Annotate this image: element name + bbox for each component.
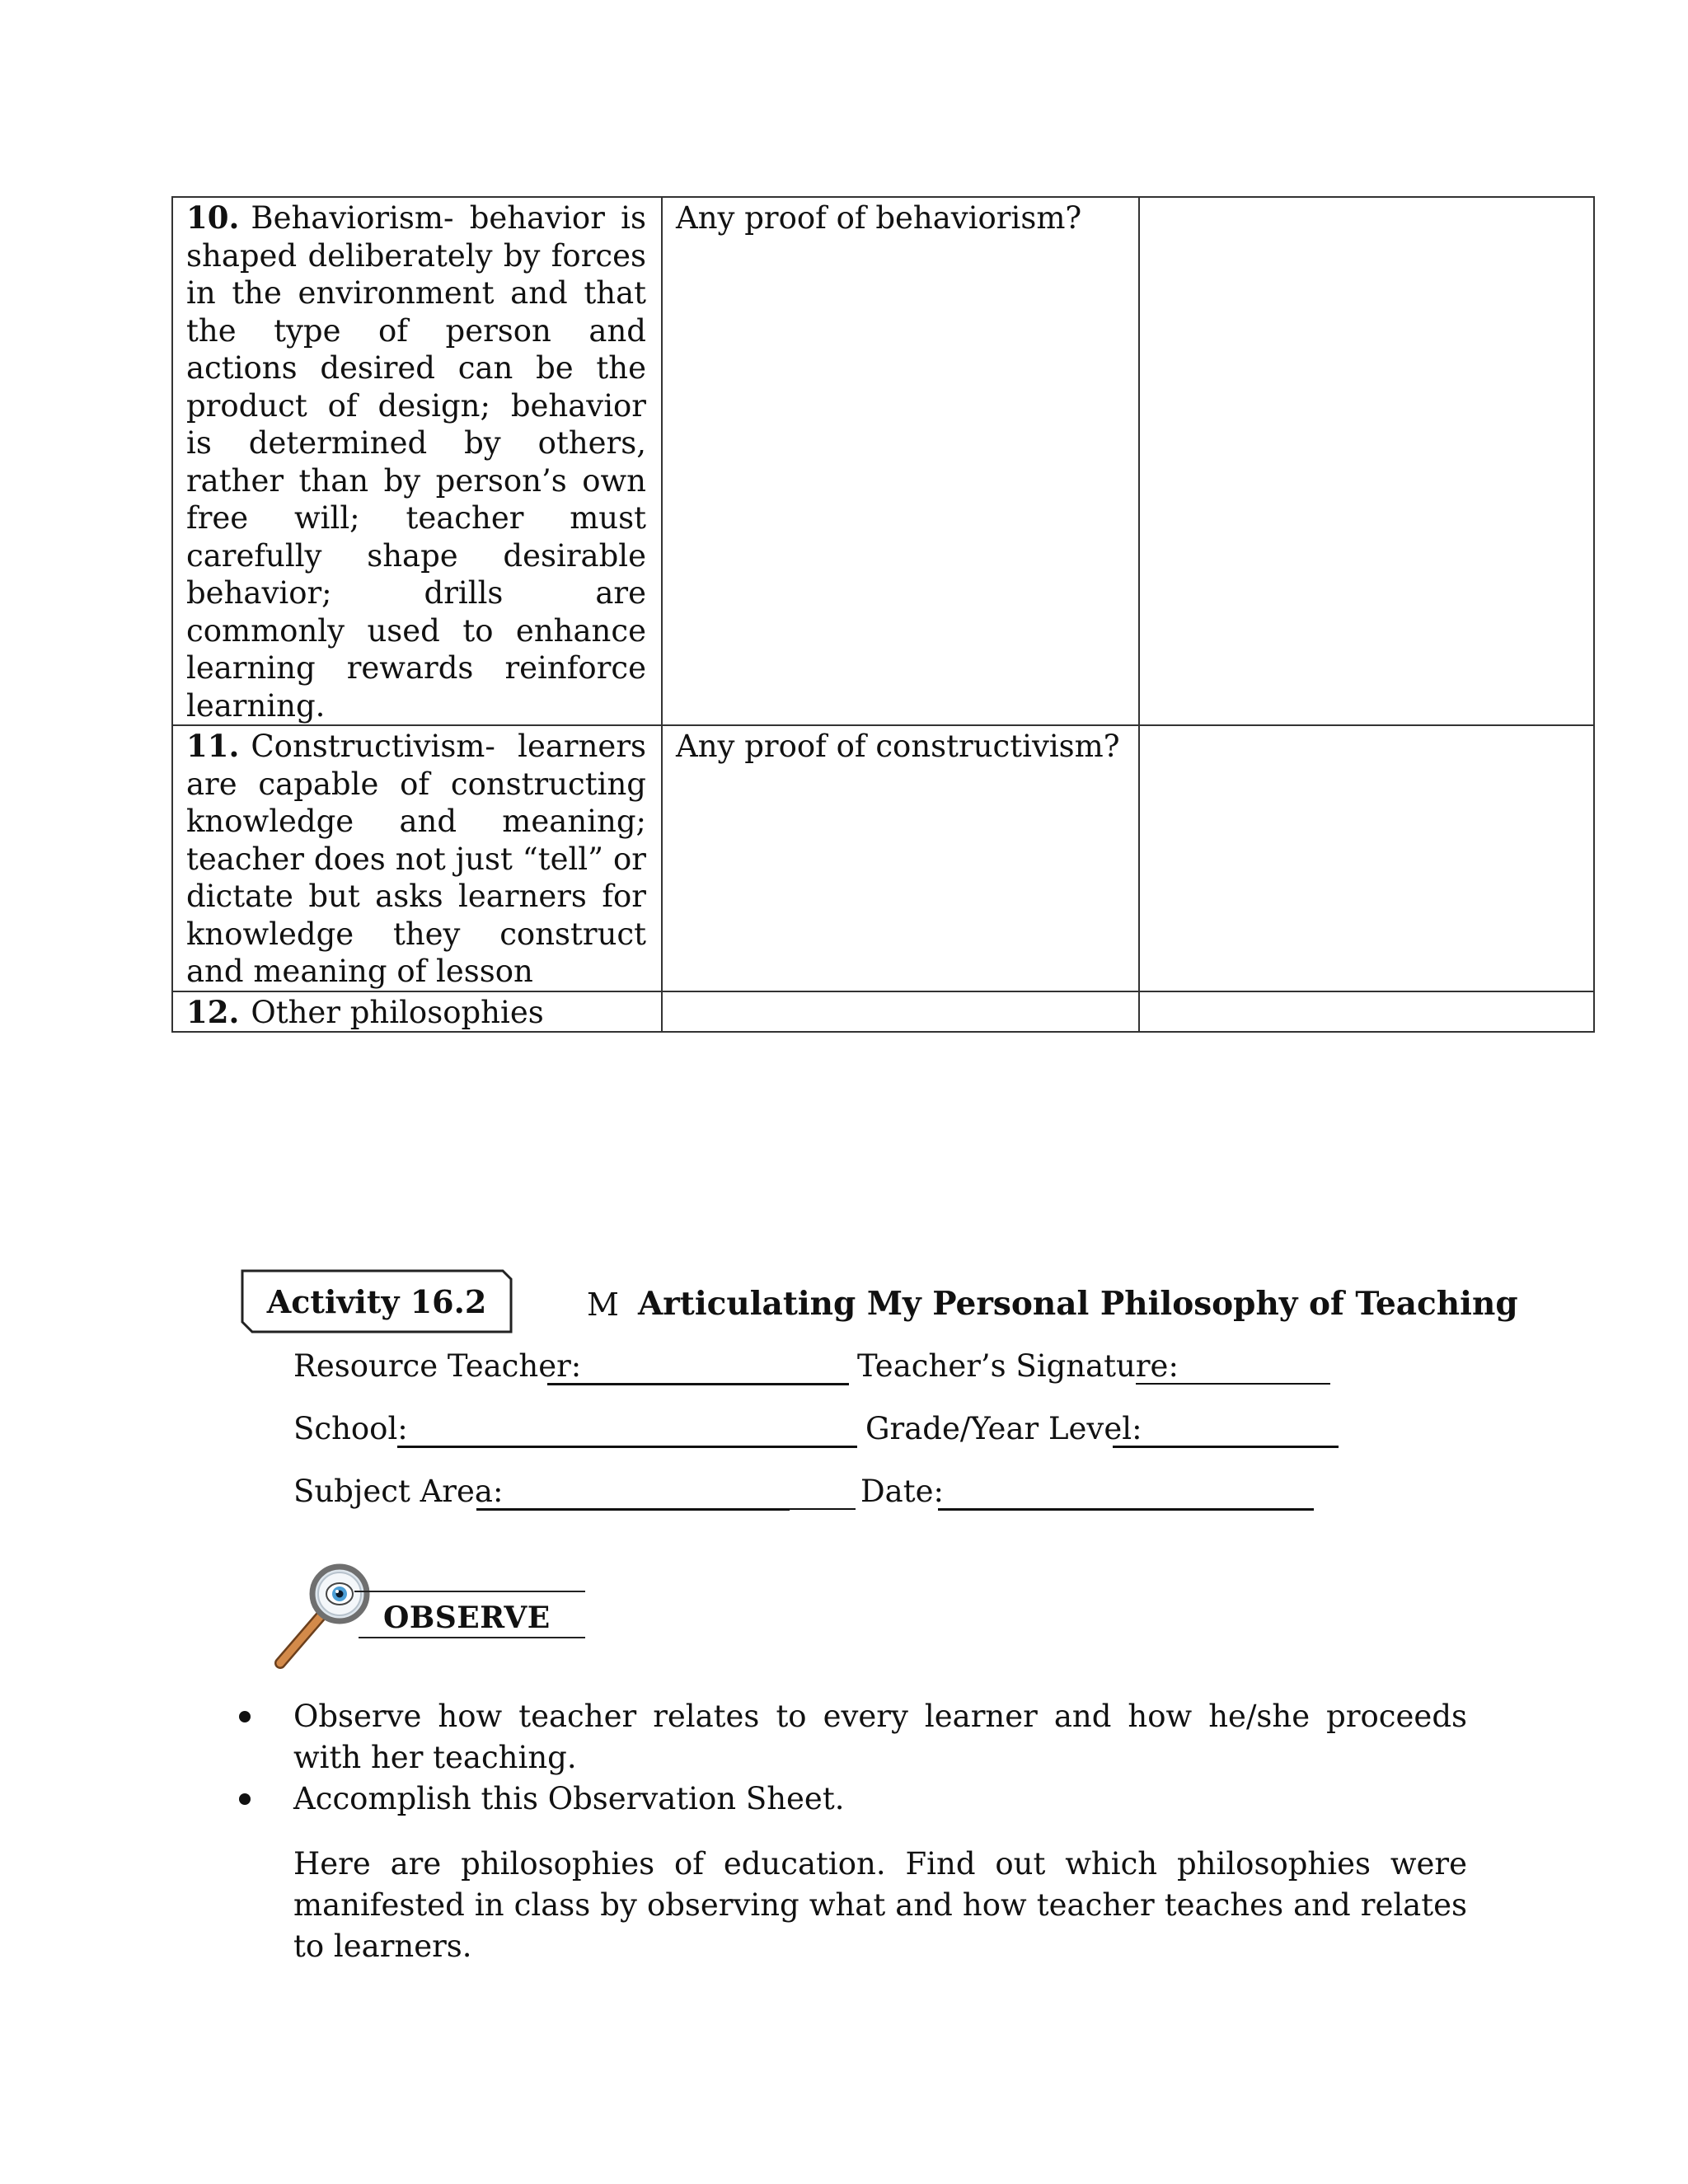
- bullet-dot: [239, 1793, 251, 1805]
- grade-level-label: Grade/Year Level:: [865, 1411, 1142, 1446]
- activity-marker: M: [587, 1286, 619, 1323]
- bullet-text: Accomplish this Observation Sheet.: [293, 1781, 845, 1816]
- subject-area-label: Subject Area:: [293, 1474, 504, 1509]
- observe-bottom-rule: [359, 1637, 585, 1638]
- date-label: Date:: [860, 1474, 944, 1509]
- observe-label: OBSERVE: [383, 1601, 551, 1635]
- magnifying-glass-eye-icon: [272, 1558, 379, 1673]
- subject-area-field[interactable]: [476, 1508, 790, 1511]
- signature-field[interactable]: [1136, 1383, 1330, 1385]
- philosophy-table: [171, 196, 1595, 1033]
- table-row: [172, 991, 1594, 1033]
- observation-bullets: [239, 1696, 1467, 1820]
- proof-question-cell: [662, 197, 1139, 725]
- date-field[interactable]: [938, 1508, 1314, 1511]
- activity-badge: [241, 1269, 513, 1333]
- philosophy-description-cell: [172, 725, 662, 991]
- answer-cell[interactable]: [1139, 991, 1594, 1033]
- activity-label: Activity 16.2: [266, 1282, 487, 1320]
- row-number: 12.: [186, 993, 240, 1030]
- observe-top-rule: [354, 1591, 585, 1592]
- proof-question: Any proof of behaviorism?: [676, 200, 1082, 236]
- list-item: [239, 1779, 1467, 1820]
- philosophy-description: Constructivism- learners are capable of constructing knowledge and meaning; teacher does not just “tell” or dictate but asks learners for knowledge they construct and meaning of lesson: [186, 729, 646, 989]
- philosophy-description-cell: [172, 197, 662, 725]
- philosophy-description-cell: [172, 991, 662, 1033]
- bullet-text: Observe how teacher relates to every learner and how he/she proceeds with her teaching.: [293, 1699, 1467, 1775]
- table-row: [172, 725, 1594, 991]
- resource-teacher-field[interactable]: [547, 1383, 849, 1385]
- grade-level-field[interactable]: [1113, 1446, 1339, 1448]
- proof-question-cell[interactable]: [662, 991, 1139, 1033]
- school-label: School:: [293, 1411, 408, 1446]
- signature-label: Teacher’s Signature:: [857, 1348, 1179, 1384]
- school-field[interactable]: [397, 1446, 857, 1448]
- answer-cell[interactable]: [1139, 197, 1594, 725]
- instructions-paragraph: Here are philosophies of education. Find out which philosophies were manifested in class by observing what and how teacher teaches and relates to learners.: [293, 1846, 1467, 1964]
- resource-teacher-label: Resource Teacher:: [293, 1348, 582, 1384]
- proof-question-cell: [662, 725, 1139, 991]
- activity-title: Articulating My Personal Philosophy of Teaching: [638, 1285, 1518, 1323]
- answer-cell[interactable]: [1139, 725, 1594, 991]
- table-row: [172, 197, 1594, 725]
- subject-area-field-extension: [790, 1508, 856, 1510]
- list-item: [239, 1696, 1467, 1779]
- observe-badge: [272, 1558, 602, 1673]
- philosophy-description: Behaviorism- behavior is shaped deliberately by forces in the environment and that the type of person and actions desired can be the product of design; behavior is determined by others, rather than by person’s own free will; teacher must carefully shape desirable behavior; drills are commonly used to enhance learning rewards reinforce learning.: [186, 200, 646, 724]
- philosophy-description: Other philosophies: [251, 994, 544, 1030]
- row-number: 11.: [186, 728, 240, 764]
- proof-question: Any proof of constructivism?: [676, 729, 1120, 764]
- bullet-dot: [239, 1711, 251, 1722]
- row-number: 10.: [186, 199, 240, 236]
